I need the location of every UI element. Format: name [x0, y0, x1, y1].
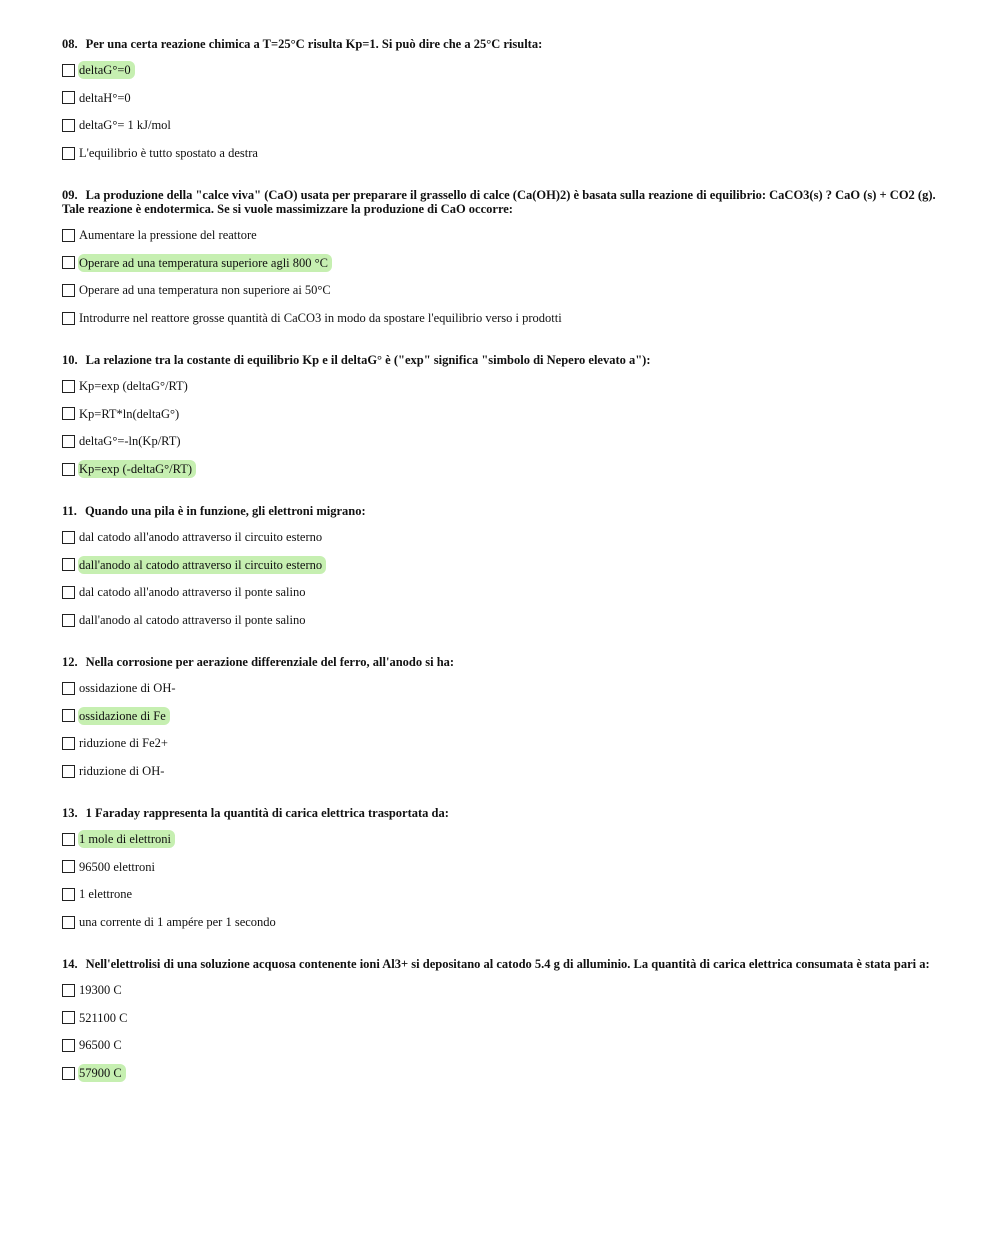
checkbox[interactable] [62, 1011, 75, 1024]
answer-label: deltaG°=0 [78, 61, 135, 79]
answer-label: deltaG°=-ln(Kp/RT) [79, 434, 181, 449]
answer-label: Aumentare la pressione del reattore [79, 228, 257, 242]
question-09 [62, 188, 942, 337]
answer-option[interactable] [62, 226, 942, 244]
question-title [62, 353, 942, 367]
checkbox[interactable] [62, 256, 75, 269]
answer-label: 96500 C [79, 1038, 122, 1053]
question-number: 13. [62, 806, 78, 820]
answer-option[interactable] [62, 734, 942, 752]
question-text: La produzione della "calce viva" (CaO) usata per preparare il grassello di calce (Ca(OH)2) è basata sulla reazione di equilibrio: CaCO3(s) ? CaO (s) + CO2 (g). Tale reazione è endotermica. Se si vuole massimizzare la produzione di CaO occorre: [62, 188, 936, 216]
answer-option[interactable] [62, 309, 942, 327]
checkbox[interactable] [62, 614, 75, 627]
checkbox[interactable] [62, 709, 75, 722]
answer-label: riduzione di Fe2+ [79, 736, 168, 751]
question-13 [62, 806, 942, 941]
question-08 [62, 37, 942, 172]
answer-label: deltaG°= 1 kJ/mol [79, 118, 171, 133]
checkbox[interactable] [62, 119, 75, 132]
checkbox[interactable] [62, 531, 75, 544]
answer-option[interactable] [62, 116, 942, 134]
checkbox[interactable] [62, 558, 75, 571]
checkbox[interactable] [62, 1067, 75, 1080]
answer-label: dall'anodo al catodo attraverso il ponte salino [79, 613, 306, 628]
checkbox[interactable] [62, 312, 75, 325]
answer-option[interactable] [62, 830, 942, 848]
question-11 [62, 504, 942, 639]
answer-option[interactable] [62, 254, 942, 272]
answer-option[interactable] [62, 679, 942, 697]
question-text: Nella corrosione per aerazione differenziale del ferro, all'anodo si ha: [85, 655, 455, 669]
answer-option[interactable] [62, 707, 942, 725]
answer-label: dal catodo all'anodo attraverso il ponte salino [79, 585, 306, 600]
answer-option[interactable] [62, 762, 942, 780]
answer-label: 1 elettrone [79, 887, 133, 902]
question-title [62, 957, 942, 971]
answer-option[interactable] [62, 1036, 942, 1054]
answer-option[interactable] [62, 611, 942, 629]
answer-option[interactable] [62, 61, 942, 79]
answer-option[interactable] [62, 144, 942, 162]
answer-label: riduzione di OH- [79, 764, 165, 779]
checkbox[interactable] [62, 888, 75, 901]
answer-option[interactable] [62, 460, 942, 478]
checkbox[interactable] [62, 380, 75, 393]
answer-label: Operare ad una temperatura superiore agli 800 °C [78, 254, 332, 272]
checkbox[interactable] [62, 860, 75, 873]
answer-option[interactable] [62, 281, 942, 299]
question-number: 12. [62, 655, 78, 669]
answer-label: 57900 C [78, 1064, 126, 1082]
answer-option[interactable] [62, 913, 942, 931]
checkbox[interactable] [62, 765, 75, 778]
answer-option[interactable] [62, 432, 942, 450]
checkbox[interactable] [62, 586, 75, 599]
answer-label: Kp=exp (-deltaG°/RT) [78, 460, 196, 478]
question-number: 11. [62, 504, 77, 518]
answer-option[interactable] [62, 405, 942, 423]
answer-option[interactable] [62, 583, 942, 601]
question-14 [62, 957, 942, 1092]
checkbox[interactable] [62, 916, 75, 929]
checkbox[interactable] [62, 435, 75, 448]
answer-option[interactable] [62, 377, 942, 395]
question-title [62, 37, 942, 51]
question-title [62, 504, 942, 518]
answer-label: 19300 C [79, 983, 122, 997]
checkbox[interactable] [62, 1039, 75, 1052]
answer-label: Kp=exp (deltaG°/RT) [79, 379, 188, 393]
question-title [62, 655, 942, 669]
question-10 [62, 353, 942, 488]
checkbox[interactable] [62, 229, 75, 242]
answer-option[interactable] [62, 1064, 942, 1082]
checkbox[interactable] [62, 91, 75, 104]
answer-label: 521100 C [79, 1010, 128, 1025]
checkbox[interactable] [62, 407, 75, 420]
question-text: Quando una pila è in funzione, gli elettroni migrano: [84, 504, 366, 518]
question-text: 1 Faraday rappresenta la quantità di carica elettrica trasportata da: [85, 806, 449, 820]
answer-label: Introdurre nel reattore grosse quantità di CaCO3 in modo da spostare l'equilibrio verso i prodotti [79, 311, 562, 326]
question-text: La relazione tra la costante di equilibrio Kp e il deltaG° è ("exp" significa "simbolo di Nepero elevato a"): [85, 353, 651, 367]
question-number: 09. [62, 188, 78, 202]
question-title [62, 188, 942, 216]
answer-option[interactable] [62, 858, 942, 876]
answer-label: 1 mole di elettroni [78, 830, 175, 848]
checkbox[interactable] [62, 833, 75, 846]
answer-label: Operare ad una temperatura non superiore ai 50°C [79, 283, 331, 298]
answer-option[interactable] [62, 885, 942, 903]
answer-option[interactable] [62, 528, 942, 546]
checkbox[interactable] [62, 284, 75, 297]
checkbox[interactable] [62, 682, 75, 695]
answer-label: ossidazione di OH- [79, 681, 176, 695]
question-text: Nell'elettrolisi di una soluzione acquosa contenente ioni Al3+ si depositano al catodo 5.4 g di alluminio. La quantità di carica elettrica consumata è stata pari a: [85, 957, 930, 971]
question-number: 10. [62, 353, 78, 367]
answer-option[interactable] [62, 1009, 942, 1027]
answer-option[interactable] [62, 981, 942, 999]
answer-label: dal catodo all'anodo attraverso il circuito esterno [79, 530, 323, 544]
answer-option[interactable] [62, 89, 942, 107]
answer-label: ossidazione di Fe [78, 707, 170, 725]
checkbox[interactable] [62, 64, 75, 77]
question-number: 14. [62, 957, 78, 971]
question-number: 08. [62, 37, 78, 51]
answer-label: deltaH°=0 [79, 90, 131, 105]
checkbox[interactable] [62, 984, 75, 997]
answer-option[interactable] [62, 556, 942, 574]
answer-label: dall'anodo al catodo attraverso il circuito esterno [78, 556, 326, 574]
answer-label: L'equilibrio è tutto spostato a destra [79, 146, 258, 161]
checkbox[interactable] [62, 737, 75, 750]
answer-label: Kp=RT*ln(deltaG°) [79, 406, 180, 421]
question-text: Per una certa reazione chimica a T=25°C risulta Kp=1. Si può dire che a 25°C risulta: [85, 37, 543, 51]
answer-label: una corrente di 1 ampére per 1 secondo [79, 915, 276, 930]
answer-label: 96500 elettroni [79, 859, 156, 874]
question-12 [62, 655, 942, 790]
question-title [62, 806, 942, 820]
checkbox[interactable] [62, 463, 75, 476]
checkbox[interactable] [62, 147, 75, 160]
